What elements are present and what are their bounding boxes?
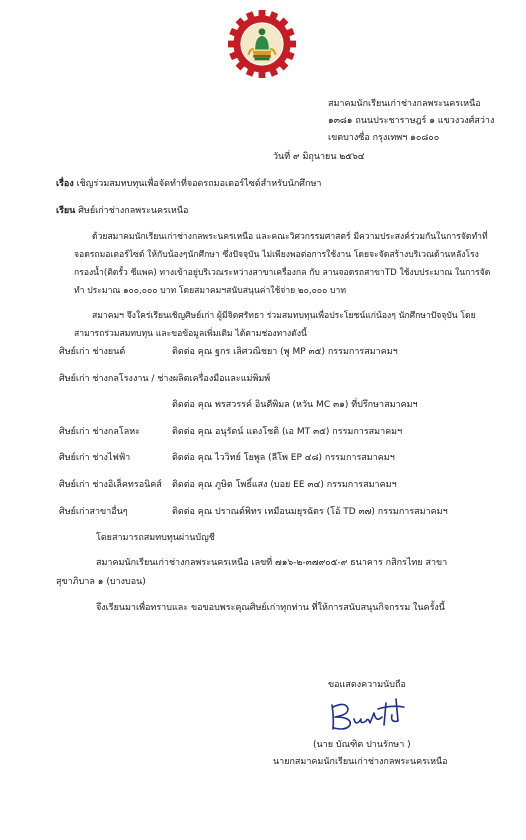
body-paragraph-1 [74, 228, 492, 300]
contact-dept-1: ศิษย์เก่า ช่างยนต์ [59, 347, 126, 357]
sender-line-2: ๑๓๘๑ ถนนประชาราษฎร์ ๑ แขวงวงศ์สว่าง [328, 116, 495, 126]
body-paragraph-2 [74, 307, 492, 343]
bank-intro: โดยสามารถสมทบทุนผ่านบัญชี [96, 533, 215, 543]
body-paragraph-2-text: สมาคมฯ จึงใคร่เรียนเชิญศิษย์เก่า ผู้มีจิตศรัทธา ร่วมสมทบทุนเพื่อประโยชน์แก่น้องๆ นักศึกษาปัจจุบัน โดยสามารถร่วมสมทบทุน และขอข้อมูลเพิ่มเติม ได้ตามช่องทางดังนี้ [74, 311, 476, 339]
contact-dept-5: ศิษย์เก่า ช่างอิเล็คทรอนิคส์ [59, 480, 162, 490]
bank-detail-line-2: สุขาภิบาล ๑ (บางบอน) [56, 577, 146, 587]
contact-dept-2: ศิษย์เก่า ช่างกลโรงงาน / ช่างผลิตเครื่องมือและแม่พิมพ์ [59, 374, 271, 384]
contact-detail-1: ติดต่อ คุณ ฐกร เลิศวณิชยา (พู MP ๓๕) กรรมการสมาคมฯ [172, 347, 398, 357]
subject-label: เรื่อง [56, 179, 74, 189]
signer-name: (นาย บัณฑิต ปานรักษา ) [313, 740, 411, 750]
subject-text: เชิญร่วมสมทบทุนเพื่อจัดทำที่จอดรถมอเตอร์ไซด์สำหรับนักศึกษา [76, 179, 322, 189]
contact-detail-3: ติดต่อ คุณ อนุรัตน์ แดงโชติ (เอ MT ๓๕) กรรมการสมาคมฯ [172, 427, 403, 437]
handwritten-signature [326, 695, 418, 737]
subject-line [56, 179, 321, 190]
contact-dept-4: ศิษย์เก่า ช่างไฟฟ้า [59, 453, 131, 463]
closing-text: จึงเรียนมาเพื่อทราบและ ขอขอบพระคุณศิษย์เก่าทุกท่าน ที่ให้การสนับสนุนกิจกรรม ในครั้งนี้ [96, 603, 445, 613]
bank-detail-line-1: สมาคมนักเรียนเก่าช่างกลพระนครเหนือ เลขที่ ๗๑๖-๒-๓๗๙๐๕-๙ ธนาคาร กสิกรไทย สาขา [96, 558, 448, 568]
sign-off: ขอแสดงความนับถือ [328, 680, 406, 690]
contact-detail-4: ติดต่อ คุณ ไววิทย์ โยพูล (ลีโพ EP ๔๘) กรรมการสมาคมฯ [172, 453, 395, 463]
contact-detail-5: ติดต่อ คุณ ภูษิต โพธิ์แสง (บอย EE ๓๔) กรรมการสมาคมฯ [172, 480, 397, 490]
contact-dept-3: ศิษย์เก่า ช่างกลโลหะ [59, 427, 140, 437]
sender-address [328, 96, 494, 147]
contact-detail-6: ติดต่อ คุณ ปราณต์พิทร เหมือนมยุรฉัตร (โอ้ TD ๓๗) กรรมการสมาคมฯ [172, 507, 448, 517]
body-paragraph-1-text: ด้วยสมาคมนักเรียนเก่าช่างกลพระนครเหนือ และคณะวิศวกรรมศาสตร์ มีความประสงค์ร่วมกันในการจัดทำที่จอดรถมอเตอร์ไซด์ ให้กับน้องๆนักศึกษา ซึ่งปัจจุบัน ไม่เพียงพอต่อการใช้งาน โดยจะจัดสร้างบริเวณด้านหลังโรงกรองน้ำ(ติดรั้ว ซีแพค) ทางเข้าอยู่บริเวณระหว่างสาขาเครื่องกล กับ ลานจอดรถสาขาTD ใช้งบประมาณ ในการจัดทำ ประมาณ ๑๐๐,๐๐๐ บาท โดยสมาคมฯสนับสนุนค่าใช้จ่าย ๒๐,๐๐๐ บาท [74, 232, 491, 296]
contact-detail-2: ติดต่อ คุณ พรสวรรค์ อินดีพิมล (หวัน MC ๓๑) ที่ปรึกษาสมาคมฯ [172, 400, 418, 410]
sender-line-3: เขตบางซื่อ กรุงเทพฯ ๑๐๘๐๐ [328, 133, 440, 143]
recipient-line [56, 206, 188, 217]
association-seal [228, 10, 296, 78]
sender-line-1: สมาคมนักเรียนเก่าช่างกลพระนครเหนือ [328, 99, 481, 109]
recipient-text: ศิษย์เก่าช่างกลพระนครเหนือ [78, 206, 189, 216]
letter-date: วันที่ ๙ มิถุนายน ๒๕๖๔ [273, 152, 365, 162]
contact-dept-6: ศิษย์เก่าสาขาอื่นๆ [59, 507, 128, 517]
signer-title: นายกสมาคมนักเรียนเก่าช่างกลพระนครเหนือ [273, 757, 448, 767]
recipient-label: เรียน [56, 206, 76, 216]
